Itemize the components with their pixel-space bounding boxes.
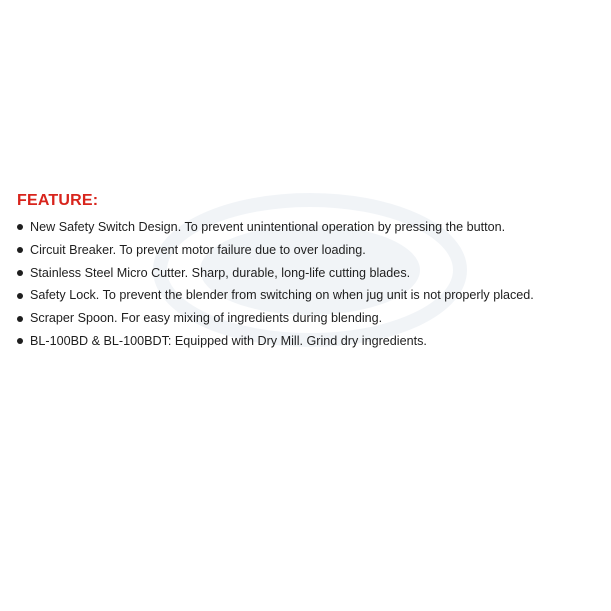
feature-item-safety-lock	[17, 284, 607, 307]
feature-heading: FEATURE:	[17, 192, 99, 209]
feature-section	[17, 190, 607, 353]
feature-item-scraper-spoon	[17, 307, 607, 330]
feature-item-dry-mill	[17, 330, 607, 353]
bullet-icon	[17, 316, 23, 322]
bullet-icon	[17, 247, 23, 253]
feature-item-safety-switch	[17, 216, 607, 239]
bullet-icon	[17, 293, 23, 299]
bullet-icon	[17, 338, 23, 344]
feature-item-text: Stainless Steel Micro Cutter. Sharp, durable, long-life cutting blades.	[30, 265, 411, 280]
feature-list	[17, 216, 607, 353]
feature-item-text: BL-100BD & BL-100BDT: Equipped with Dry Mill. Grind dry ingredients.	[30, 333, 427, 348]
feature-item-circuit-breaker	[17, 239, 607, 262]
feature-item-micro-cutter	[17, 262, 607, 285]
bullet-icon	[17, 270, 23, 276]
feature-item-text: Safety Lock. To prevent the blender from switching on when jug unit is not properly placed.	[30, 288, 534, 303]
feature-item-text: New Safety Switch Design. To prevent unintentional operation by pressing the button.	[30, 220, 506, 234]
bullet-icon	[17, 224, 23, 230]
feature-item-text: Scraper Spoon. For easy mixing of ingredients during blending.	[30, 311, 383, 326]
feature-item-text: Circuit Breaker. To prevent motor failure due to over loading.	[30, 242, 366, 257]
